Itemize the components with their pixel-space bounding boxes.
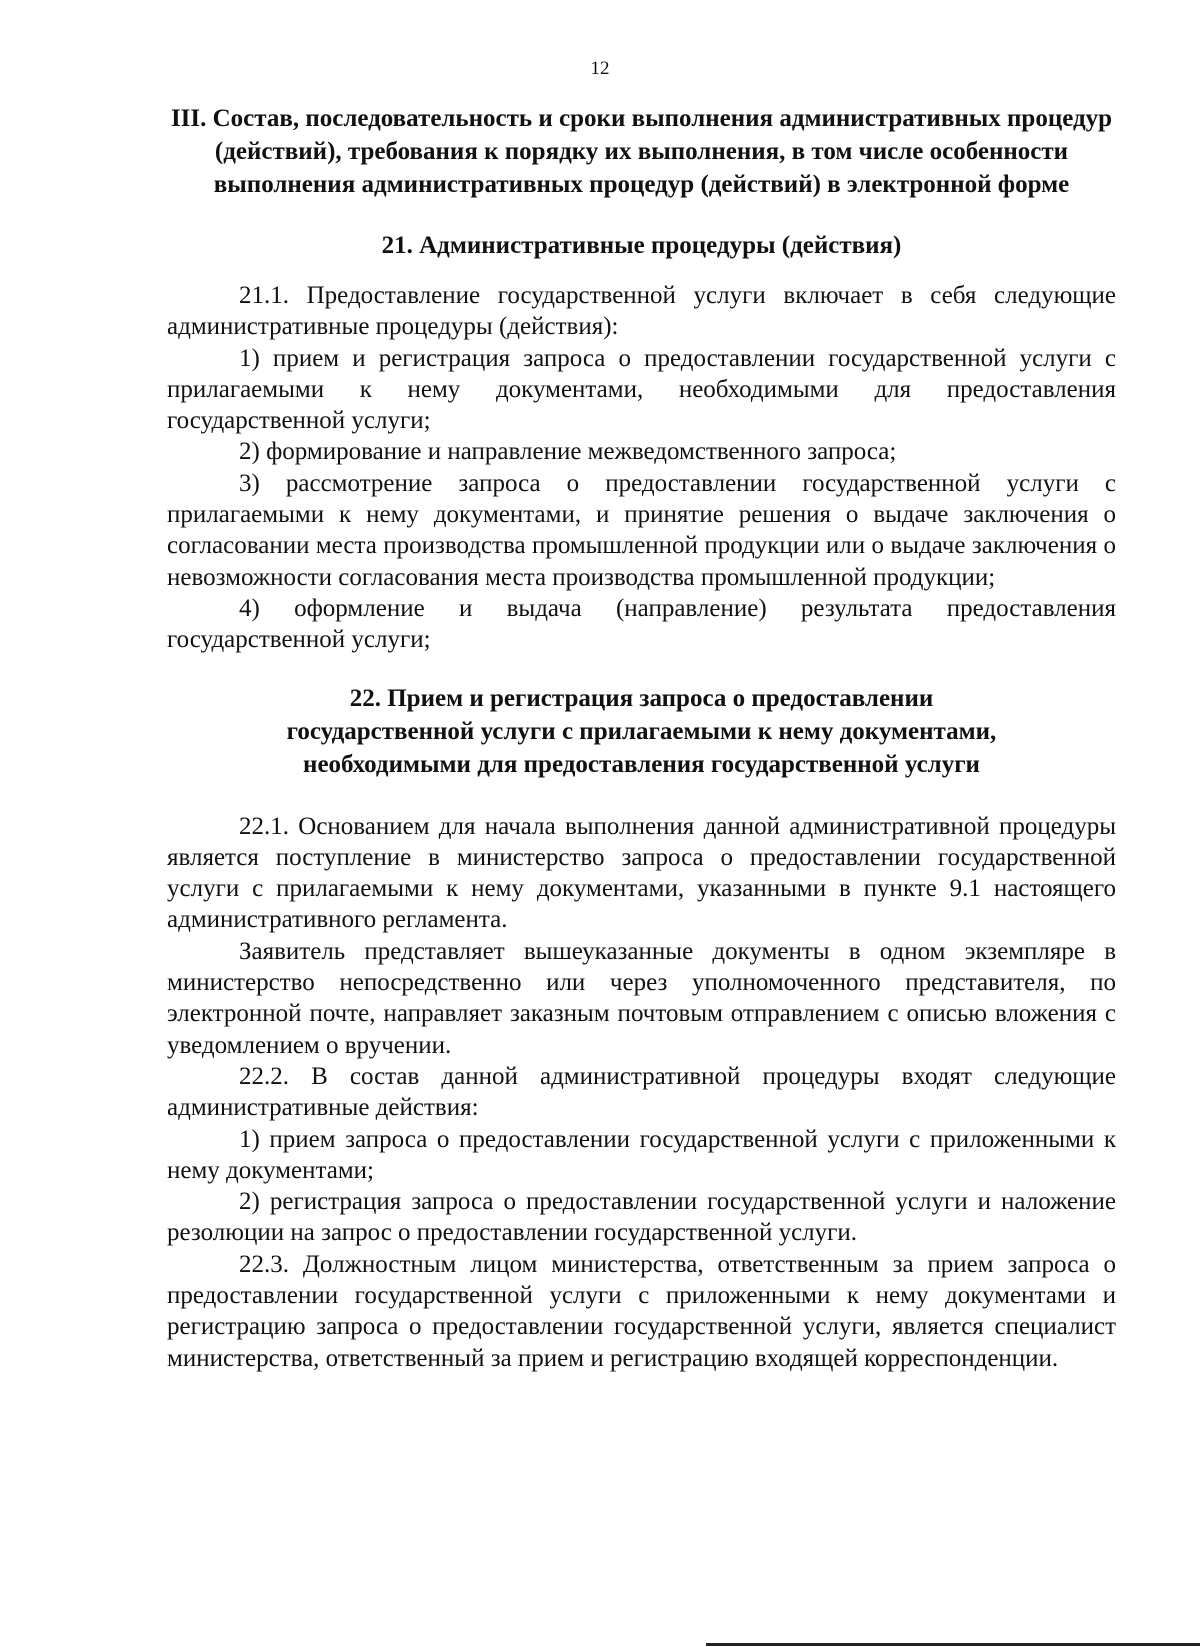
list-item-21-3: 3) рассмотрение запроса о предоставлении государственной услуги с прилагаемыми к нему документами, и принятие решения о выдаче заключения о согласовании места производства промышленной продукции или о выдаче заключения о невозможности согласования места производства промышленной продукции;	[167, 469, 1116, 591]
paragraph-21-1: 21.1. Предоставление государственной услуги включает в себя следующие административные процедуры (действия):	[167, 282, 1116, 341]
scan-edge-line	[706, 1643, 1200, 1646]
section-22-heading-line: необходимыми для предоставления государственной услуги	[303, 750, 980, 778]
paragraph-22-1-applicant: Заявитель представляет вышеуказанные документы в одном экземпляре в министерство непосредственно или через уполномоченного представителя, по электронной почте, направляет заказным почтовым отправлением с описью вложения с уведомлением о вручении.	[167, 937, 1116, 1059]
list-item-21-2: 2) формирование и направление межведомственного запроса;	[239, 438, 897, 466]
section-22-heading-line: 22. Прием и регистрация запроса о предоставлении	[349, 684, 934, 712]
list-item-22-1: 1) прием запроса о предоставлении государственной услуги с приложенными к нему документами;	[167, 1125, 1116, 1184]
section-title: III. Состав, последовательность и сроки выполнения административных процедур (действий), требования к порядку их выполнения, в том числе особенности выполнения административных процедур (действий) в электронной форме	[170, 105, 1113, 198]
list-item-21-4: 4) оформление и выдача (направление) результата предоставления государственной услуги;	[167, 594, 1116, 654]
list-item-21-1: 1) прием и регистрация запроса о предоставлении государственной услуги с прилагаемыми к нему документами, необходимыми для предоставления государственной услуги;	[167, 344, 1116, 435]
document-body	[167, 102, 1116, 1374]
section-22-heading-line: государственной услуги с прилагаемыми к нему документами,	[286, 717, 997, 745]
section-22-heading	[167, 682, 1116, 781]
paragraph-22-1: 22.1. Основанием для начала выполнения данной административной процедуры является поступление в министерство запроса о предоставлении государственной услуги с прилагаемыми к нему документами, указанными в пункте 9.1 настоящего административного регламента.	[167, 812, 1116, 934]
list-item-22-2: 2) регистрация запроса о предоставлении государственной услуги и наложение резолюции на запрос о предоставлении государственной услуги.	[167, 1188, 1116, 1247]
page-number: 12	[590, 58, 610, 79]
paragraph-22-2: 22.2. В состав данной административной процедуры входят следующие административные действия:	[167, 1062, 1116, 1122]
section-21-heading: 21. Административные процедуры (действия)	[381, 232, 902, 259]
paragraph-22-3: 22.3. Должностным лицом министерства, ответственным за прием запроса о предоставлении государственной услуги с приложенными к нему документами и регистрацию запроса о предоставлении государственной услуги, является специалист министерства, ответственный за прием и регистрацию входящей корреспонденции.	[167, 1250, 1116, 1372]
